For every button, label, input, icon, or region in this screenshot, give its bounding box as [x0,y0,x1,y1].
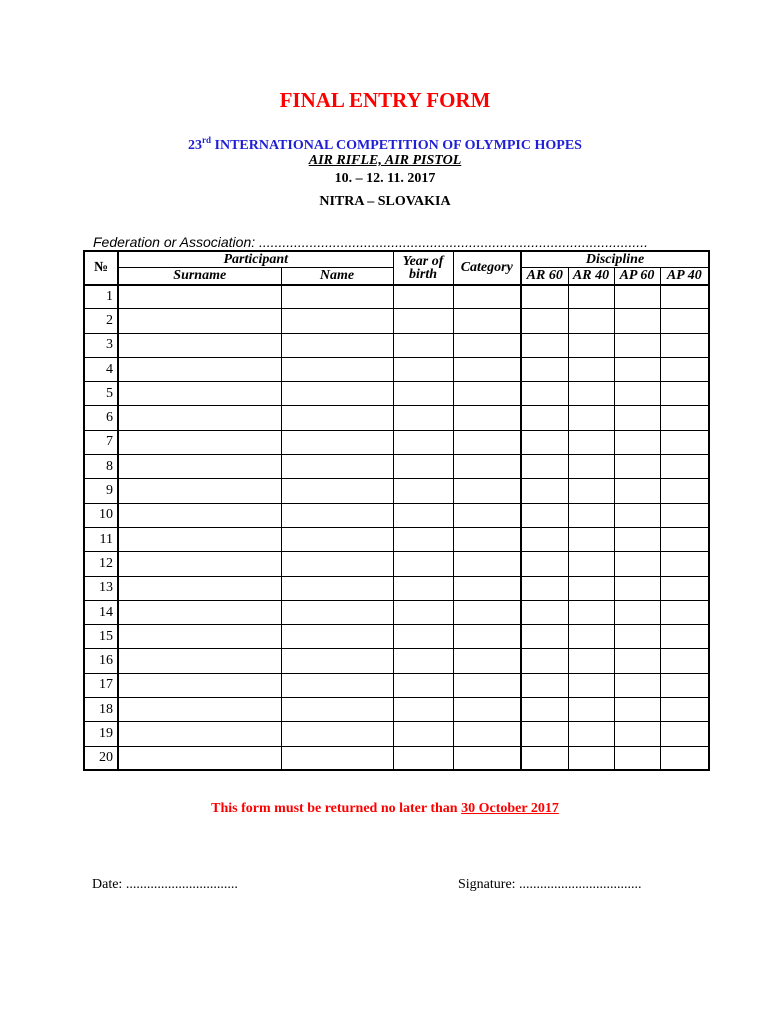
category-cell[interactable] [453,673,521,697]
form-title: FINAL ENTRY FORM [279,88,491,112]
name-cell[interactable] [281,357,393,381]
ar60-cell[interactable] [521,600,568,624]
name-cell[interactable] [281,455,393,479]
federation-field[interactable]: Federation or Association: .................................................................................................... [93,234,648,250]
name-cell[interactable] [281,430,393,454]
row-number: 19 [84,722,118,746]
ap40-cell[interactable] [660,600,709,624]
ap40-cell[interactable] [660,649,709,673]
name-cell[interactable] [281,576,393,600]
category-cell[interactable] [453,576,521,600]
ar60-cell[interactable] [521,382,568,406]
ar40-cell[interactable] [568,673,614,697]
deadline-note [0,801,770,817]
year-of-birth-cell[interactable] [393,455,453,479]
ap60-cell[interactable] [614,698,660,722]
header-participant: Participant [118,251,393,267]
year-of-birth-cell[interactable] [393,722,453,746]
category-cell[interactable] [453,406,521,430]
ar40-cell[interactable] [568,625,614,649]
header-discipline: Discipline [521,251,709,267]
ar60-cell[interactable] [521,285,568,309]
row-number: 16 [84,649,118,673]
row-number: 8 [84,455,118,479]
row-number: 1 [84,285,118,309]
name-cell[interactable] [281,503,393,527]
table-row [84,746,709,770]
row-number: 2 [84,309,118,333]
ar40-cell[interactable] [568,357,614,381]
ar60-cell[interactable] [521,673,568,697]
ar40-cell[interactable] [568,333,614,357]
ap40-cell[interactable] [660,503,709,527]
row-number: 6 [84,406,118,430]
category-cell[interactable] [453,309,521,333]
ap60-cell[interactable] [614,503,660,527]
category-cell[interactable] [453,625,521,649]
year-of-birth-cell[interactable] [393,698,453,722]
row-number: 3 [84,333,118,357]
table-row [84,552,709,576]
surname-cell[interactable] [118,455,281,479]
table-row [84,333,709,357]
ap60-cell[interactable] [614,455,660,479]
ap60-cell[interactable] [614,673,660,697]
surname-cell[interactable] [118,722,281,746]
row-number: 20 [84,746,118,770]
year-of-birth-cell[interactable] [393,285,453,309]
ap60-cell[interactable] [614,357,660,381]
row-number: 7 [84,430,118,454]
surname-cell[interactable] [118,698,281,722]
year-of-birth-cell[interactable] [393,333,453,357]
name-cell[interactable] [281,552,393,576]
ar40-cell[interactable] [568,285,614,309]
ap40-cell[interactable] [660,430,709,454]
surname-cell[interactable] [118,673,281,697]
competition-name [0,135,770,154]
surname-cell[interactable] [118,430,281,454]
date-field[interactable]: Date: ................................ [92,877,238,892]
name-cell[interactable] [281,479,393,503]
ap60-cell[interactable] [614,406,660,430]
row-number: 15 [84,625,118,649]
ap60-cell[interactable] [614,552,660,576]
table-row [84,722,709,746]
ap60-cell[interactable] [614,746,660,770]
ar40-cell[interactable] [568,722,614,746]
ap40-cell[interactable] [660,479,709,503]
surname-cell[interactable] [118,552,281,576]
category-cell[interactable] [453,552,521,576]
ap40-cell[interactable] [660,382,709,406]
surname-cell[interactable] [118,503,281,527]
table-row [84,673,709,697]
table-row [84,285,709,309]
ap40-cell[interactable] [660,722,709,746]
ap60-cell[interactable] [614,625,660,649]
ar60-cell[interactable] [521,722,568,746]
ap60-cell[interactable] [614,285,660,309]
surname-cell[interactable] [118,333,281,357]
table-row [84,430,709,454]
ap60-cell[interactable] [614,649,660,673]
row-number: 5 [84,382,118,406]
ap40-cell[interactable] [660,673,709,697]
header-surname: Surname [118,267,281,285]
ordinal-number: 23 [188,138,203,153]
ar40-cell[interactable] [568,503,614,527]
ar40-cell[interactable] [568,479,614,503]
ap40-cell[interactable] [660,746,709,770]
ar40-cell[interactable] [568,698,614,722]
category-cell[interactable] [453,430,521,454]
name-cell[interactable] [281,406,393,430]
ar60-cell[interactable] [521,406,568,430]
category-cell[interactable] [453,722,521,746]
year-of-birth-cell[interactable] [393,552,453,576]
header-year-of-birth [393,251,453,285]
ap40-cell[interactable] [660,285,709,309]
ap60-cell[interactable] [614,722,660,746]
table-row [84,357,709,381]
category-cell[interactable] [453,600,521,624]
ar60-cell[interactable] [521,503,568,527]
table-row [84,527,709,551]
ar60-cell[interactable] [521,746,568,770]
row-number: 17 [84,673,118,697]
surname-cell[interactable] [118,625,281,649]
name-cell[interactable] [281,673,393,697]
year-of-birth-cell[interactable] [393,479,453,503]
name-cell[interactable] [281,625,393,649]
table-row [84,479,709,503]
competition-dates: 10. – 12. 11. 2017 [334,171,436,186]
category-cell[interactable] [453,649,521,673]
ar60-cell[interactable] [521,430,568,454]
year-of-birth-cell[interactable] [393,382,453,406]
year-of-birth-cell[interactable] [393,503,453,527]
category-cell[interactable] [453,382,521,406]
ar40-cell[interactable] [568,552,614,576]
ar40-cell[interactable] [568,309,614,333]
category-cell[interactable] [453,479,521,503]
name-cell[interactable] [281,333,393,357]
year-of-birth-cell[interactable] [393,746,453,770]
ar40-cell[interactable] [568,455,614,479]
name-cell[interactable] [281,698,393,722]
ap40-cell[interactable] [660,406,709,430]
name-cell[interactable] [281,649,393,673]
ap60-cell[interactable] [614,430,660,454]
row-number: 9 [84,479,118,503]
competition-location: NITRA – SLOVAKIA [319,194,451,209]
table-row [84,309,709,333]
ar60-cell[interactable] [521,576,568,600]
category-cell[interactable] [453,455,521,479]
category-cell[interactable] [453,698,521,722]
surname-cell[interactable] [118,479,281,503]
row-number: 14 [84,600,118,624]
ar60-cell[interactable] [521,527,568,551]
ap40-cell[interactable] [660,552,709,576]
ar60-cell[interactable] [521,698,568,722]
name-cell[interactable] [281,309,393,333]
year-of-birth-cell[interactable] [393,673,453,697]
ar40-cell[interactable] [568,576,614,600]
name-cell[interactable] [281,285,393,309]
ap60-cell[interactable] [614,309,660,333]
year-of-birth-cell[interactable] [393,576,453,600]
header-number: № [84,251,118,285]
ap60-cell[interactable] [614,527,660,551]
ar60-cell[interactable] [521,649,568,673]
table-row [84,625,709,649]
table-row [84,698,709,722]
year-of-birth-cell[interactable] [393,406,453,430]
row-number: 18 [84,698,118,722]
year-of-birth-cell[interactable] [393,309,453,333]
ap40-cell[interactable] [660,576,709,600]
competition-title: INTERNATIONAL COMPETITION OF OLYMPIC HOPES [214,138,582,153]
ar60-cell[interactable] [521,625,568,649]
ar40-cell[interactable] [568,406,614,430]
entry-table [83,250,710,771]
name-cell[interactable] [281,600,393,624]
ar60-cell[interactable] [521,333,568,357]
surname-cell[interactable] [118,527,281,551]
header-birth: birth [408,266,437,282]
ap40-cell[interactable] [660,333,709,357]
name-cell[interactable] [281,722,393,746]
ap40-cell[interactable] [660,309,709,333]
name-cell[interactable] [281,746,393,770]
ar40-cell[interactable] [568,649,614,673]
ar60-cell[interactable] [521,309,568,333]
table-row [84,503,709,527]
ar40-cell[interactable] [568,430,614,454]
ap40-cell[interactable] [660,625,709,649]
category-cell[interactable] [453,503,521,527]
surname-cell[interactable] [118,649,281,673]
header-ap40: AP 40 [660,267,709,285]
ap40-cell[interactable] [660,698,709,722]
ar40-cell[interactable] [568,527,614,551]
surname-cell[interactable] [118,357,281,381]
ar60-cell[interactable] [521,455,568,479]
year-of-birth-cell[interactable] [393,649,453,673]
ar40-cell[interactable] [568,746,614,770]
table-row [84,576,709,600]
ar60-cell[interactable] [521,479,568,503]
year-of-birth-cell[interactable] [393,430,453,454]
year-of-birth-cell[interactable] [393,357,453,381]
year-of-birth-cell[interactable] [393,625,453,649]
surname-cell[interactable] [118,285,281,309]
table-row [84,455,709,479]
table-row [84,649,709,673]
row-number: 11 [84,527,118,551]
ap60-cell[interactable] [614,382,660,406]
surname-cell[interactable] [118,309,281,333]
row-number: 4 [84,357,118,381]
ar40-cell[interactable] [568,382,614,406]
header-ar60: AR 60 [521,267,568,285]
ordinal-suffix: rd [202,135,212,145]
ar60-cell[interactable] [521,552,568,576]
year-of-birth-cell[interactable] [393,527,453,551]
ap40-cell[interactable] [660,455,709,479]
ar40-cell[interactable] [568,600,614,624]
category-cell[interactable] [453,333,521,357]
ap40-cell[interactable] [660,357,709,381]
deadline-text: This form must be returned no later than [211,801,462,816]
table-row [84,382,709,406]
name-cell[interactable] [281,382,393,406]
ap60-cell[interactable] [614,479,660,503]
ar60-cell[interactable] [521,357,568,381]
competition-events: AIR RIFLE, AIR PISTOL [308,153,462,168]
surname-cell[interactable] [118,382,281,406]
surname-cell[interactable] [118,576,281,600]
category-cell[interactable] [453,746,521,770]
header-name: Name [281,267,393,285]
category-cell[interactable] [453,357,521,381]
surname-cell[interactable] [118,600,281,624]
year-of-birth-cell[interactable] [393,600,453,624]
header-ar40: AR 40 [568,267,614,285]
row-number: 13 [84,576,118,600]
category-cell[interactable] [453,527,521,551]
table-row [84,600,709,624]
name-cell[interactable] [281,527,393,551]
header-category: Category [453,251,521,285]
ap60-cell[interactable] [614,333,660,357]
row-number: 10 [84,503,118,527]
surname-cell[interactable] [118,746,281,770]
ap40-cell[interactable] [660,527,709,551]
deadline-date: 30 October 2017 [461,801,559,816]
ap60-cell[interactable] [614,600,660,624]
surname-cell[interactable] [118,406,281,430]
signature-field[interactable]: Signature: ................................... [458,877,642,892]
category-cell[interactable] [453,285,521,309]
ap60-cell[interactable] [614,576,660,600]
table-row [84,406,709,430]
header-year-of: Year of [402,253,444,269]
entry-rows [84,285,709,771]
row-number: 12 [84,552,118,576]
header-ap60: AP 60 [614,267,660,285]
